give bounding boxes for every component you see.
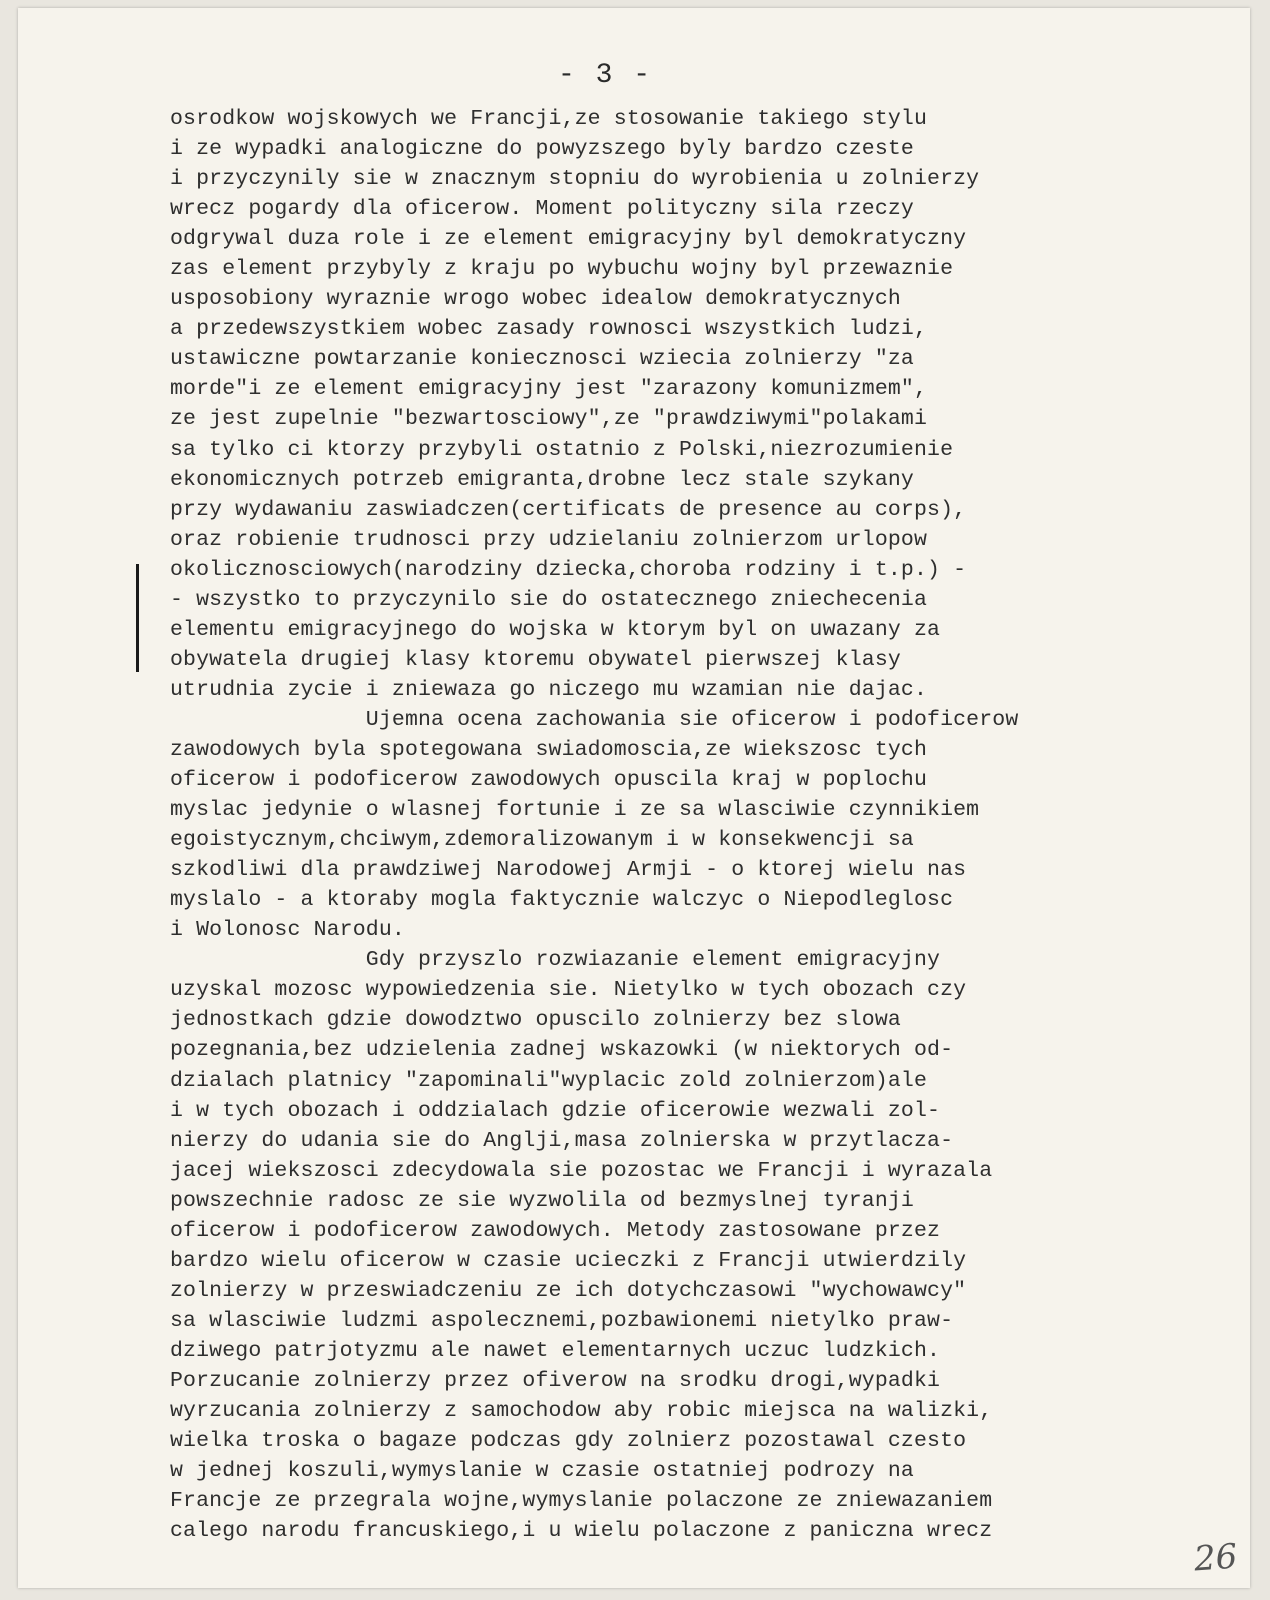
text-line: i w tych obozach i oddzialach gdzie oficerowie wezwali zol-: [170, 1098, 941, 1123]
typewritten-body: [170, 104, 1180, 1546]
text-line: ze jest zupelnie "bezwartosciowy",ze "prawdziwymi"polakami: [170, 407, 928, 432]
text-line: pozegnania,bez udzielenia zadnej wskazowki (w niektorych od-: [170, 1038, 954, 1063]
text-line: i przyczynily sie w znacznym stopniu do wyrobienia u zolnierzy: [170, 167, 980, 192]
text-line: Francje ze przegrala wojne,wymyslanie polaczone ze zniewazaniem: [170, 1489, 993, 1514]
text-line: i ze wypadki analogiczne do powyzszego byly bardzo czeste: [170, 137, 914, 162]
text-line: utrudnia zycie i zniewaza go niczego mu wzamian nie dajac.: [170, 677, 928, 702]
text-line: szkodliwi dla prawdziwej Narodowej Armji - o ktorej wielu nas: [170, 858, 967, 883]
text-line: Gdy przyszlo rozwiazanie element emigracyjny: [170, 948, 941, 973]
text-line: obywatela drugiej klasy ktoremu obywatel pierwszej klasy: [170, 647, 901, 672]
page-number: - 3 -: [558, 60, 653, 91]
text-line: sa wlasciwie ludzmi aspolecznemi,pozbawionemi nietylko praw-: [170, 1308, 954, 1333]
text-line: myslac jedynie o wlasnej fortunie i ze sa wlasciwie czynnikiem: [170, 798, 980, 823]
text-line: usposobiony wyraznie wrogo wobec idealow demokratycznych: [170, 287, 901, 312]
text-line: jednostkach gdzie dowodztwo opuscilo zolnierzy bez slowa: [170, 1008, 901, 1033]
text-line: wrecz pogardy dla oficerow. Moment polityczny sila rzeczy: [170, 197, 914, 222]
text-line: ekonomicznych potrzeb emigranta,drobne lecz stale szykany: [170, 467, 914, 492]
margin-line-mark: [136, 564, 139, 672]
text-line: Ujemna ocena zachowania sie oficerow i podoficerow: [170, 707, 1019, 732]
text-line: egoistycznym,chciwym,zdemoralizowanym i w konsekwencji sa: [170, 828, 914, 853]
text-line: sa tylko ci ktorzy przybyli ostatnio z Polski,niezrozumienie: [170, 437, 954, 462]
text-line: oficerow i podoficerow zawodowych. Metody zastosowane przez: [170, 1218, 941, 1243]
handwritten-archive-number: 26: [1192, 1536, 1239, 1580]
text-line: zolnierzy w przeswiadczeniu ze ich dotychczasowi "wychowawcy": [170, 1278, 967, 1303]
text-line: i Wolonosc Narodu.: [170, 918, 405, 943]
text-line: okolicznosciowych(narodziny dziecka,choroba rodziny i t.p.) -: [170, 557, 967, 582]
text-line: Porzucanie zolnierzy przez ofiverow na srodku drogi,wypadki: [170, 1368, 941, 1393]
text-line: powszechnie radosc ze sie wyzwolila od bezmyslnej tyranji: [170, 1188, 914, 1213]
text-line: osrodkow wojskowych we Francji,ze stosowanie takiego stylu: [170, 107, 928, 131]
text-line: w jednej koszuli,wymyslanie w czasie ostatniej podrozy na: [170, 1459, 914, 1484]
text-line: myslalo - a ktoraby mogla faktycznie walczyc o Niepodleglosc: [170, 888, 954, 913]
text-line: a przedewszystkiem wobec zasady rownosci wszystkich ludzi,: [170, 317, 928, 342]
text-line: morde"i ze element emigracyjny jest "zarazony komunizmem",: [170, 377, 928, 402]
text-line: - wszystko to przyczynilo sie do ostatecznego zniechecenia: [170, 587, 928, 612]
text-line: jacej wiekszosci zdecydowala sie pozostac we Francji i wyrazala: [170, 1158, 993, 1183]
text-line: przy wydawaniu zaswiadczen(certificats de presence au corps),: [170, 497, 967, 522]
text-line: dzialach platnicy "zapominali"wyplacic zold zolnierzom)ale: [170, 1068, 928, 1093]
text-line: dziwego patrjotyzmu ale nawet elementarnych uczuc ludzkich.: [170, 1338, 941, 1363]
text-line: wyrzucania zolnierzy z samochodow aby robic miejsca na walizki,: [170, 1399, 993, 1424]
text-line: zas element przybyly z kraju po wybuchu wojny byl przewaznie: [170, 257, 954, 282]
text-line: uzyskal mozosc wypowiedzenia sie. Nietylko w tych obozach czy: [170, 978, 967, 1003]
text-line: nierzy do udania sie do Anglji,masa zolnierska w przytlacza-: [170, 1128, 954, 1153]
text-line: calego narodu francuskiego,i u wielu polaczone z paniczna wrecz: [170, 1519, 993, 1544]
text-line: ustawiczne powtarzanie koniecznosci wziecia zolnierzy "za: [170, 347, 914, 372]
text-line: odgrywal duza role i ze element emigracyjny byl demokratyczny: [170, 227, 967, 252]
document-page: [18, 8, 1250, 1588]
text-line: bardzo wielu oficerow w czasie ucieczki z Francji utwierdzily: [170, 1248, 967, 1273]
text-line: elementu emigracyjnego do wojska w ktorym byl on uwazany za: [170, 617, 941, 642]
text-line: oraz robienie trudnosci przy udzielaniu zolnierzom urlopow: [170, 527, 928, 552]
text-line: oficerow i podoficerow zawodowych opuscila kraj w poplochu: [170, 768, 928, 793]
text-line: wielka troska o bagaze podczas gdy zolnierz pozostawal czesto: [170, 1429, 967, 1454]
text-line: zawodowych byla spotegowana swiadomoscia,ze wiekszosc tych: [170, 737, 928, 762]
